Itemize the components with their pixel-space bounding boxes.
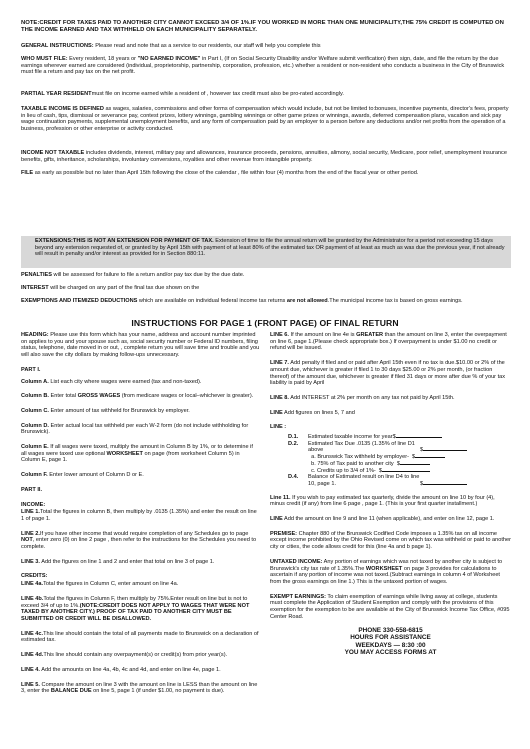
d2-dollar: $ [420,447,424,454]
penalties-text: will be assessed for failure to file a return and/or pay tax due by the due date. [53,272,245,278]
schedule-row-d2 [288,441,467,454]
premise-label: PREMISE: [270,530,298,537]
schedule-row-d1 [288,434,467,441]
untaxed-text-2: on page 3 provides for calculations to ascertain if any portion of income was not taxed.(Subtract earnings in column 4 of Worksheet from the gross earnings on line 1.) This is the untaxed portion of wages. [270,565,500,585]
balance-due: BALANCE DUE [50,688,92,695]
who-must-file-text-2: in Part I, (If on Social Security Disability and/or Welfare submit verification) then sign, date, and file the return by the due earnings wherever earned are considered (individual, proprietorship, partnership, corporation, profession, etc.) whether a resident or non-resident who conducts a business in the City of Brunswick must file a return and pay tax on the net profit. [21,56,505,76]
contact-block [270,627,511,657]
taxable-income-label: TAXABLE INCOME IS DEFINED [21,106,104,112]
line-4d-text: This line should contain any overpayment(s) or credit(s) from prior year(s). [43,652,228,659]
schedule-c-blank[interactable] [382,471,430,472]
partial-year-label: PARTIAL YEAR RESIDENT [21,91,92,97]
column-d-label: Column D. [21,422,49,429]
untaxed-income [270,559,511,586]
untaxed-label: UNTAXED INCOME: [270,558,323,565]
column-c-text: Enter amount of tax withheld for Brunswick by employer. [50,407,190,414]
income-heading: INCOME: [21,501,46,508]
schedule-b: b. 75% of Tax paid to another city $ [308,461,467,468]
extensions-label: EXTENSIONS:THIS IS NOT AN EXTENSION FOR PAYMENT OF TAX. [35,238,214,244]
line-3 [21,559,260,566]
hours-heading: HOURS FOR ASSISTANCE [350,634,431,641]
line-12-text: Add the amount on line 9 and line 11 (when applicable), and enter on line 12, page 1. [284,516,495,523]
column-f [21,472,260,479]
exemptions-text-2: .The municipal income tax is based on gross earnings. [327,298,463,304]
column-e-label: Column E. [21,444,49,451]
line-4b-label: LINE 4b. [21,595,44,602]
exemptions-not-allowed: are not allowed [286,298,328,304]
line-4-label: LINE 4. [21,666,40,673]
column-d-text: Enter actual local tax withheld per each W-2 form (do not include withholding for Brunswick). [21,422,249,436]
column-b-text-1: Enter total [50,393,77,400]
d4-label: D.4. [288,474,299,481]
partial-year-resident [21,91,511,98]
schedule-c: c. Credits up to 3/4 of 1%- $ [308,468,467,475]
part-one-heading: PART I. [21,366,41,373]
exempt-earnings [270,594,511,621]
line-6-label: LINE 6. [270,332,289,338]
line-7 [270,360,511,387]
exempt-earnings-label: EXEMPT EARNINGS: [270,593,326,600]
schedule-c-text: Credits up to 3/4 of 1%- [317,467,376,474]
schedule-row-d4 [288,474,467,487]
line-4a-text: Total the figures in Column C, enter amount on line 4a. [43,581,179,588]
line-1-text: Total the figures in column B, then multiply by .0135 (1.35%) and enter the result on line 1 of page 1. [21,509,257,522]
schedule-a-dollar: $ [412,454,416,461]
untaxed-text-1: Any portion of earnings which was not taxed by another city is subject to Brunswick's city tax rate of 1.35%.The [270,558,503,572]
line-4a-label: LINE 4a. [21,581,44,588]
line-8-label: LINE 8. [270,394,289,401]
line-2-text-1: If you have other income that would require completion of any Schedules go to page [39,530,249,537]
phone-number: PHONE 330-558-6815 [358,626,423,634]
line-9-label: LINE [270,409,283,416]
exemptions-label: EXEMPTIONS AND ITEMIZED DEDUCTIONS [21,298,138,304]
column-a [21,379,260,386]
column-a-text: List each city where wages were earned (tax and non-taxed). [50,378,202,385]
schedule-a: a. Brunswick Tax withheld by employer- $ [308,454,467,461]
partial-year-text: must file on income earned while a resident of , however tax credit must also be pro-rated accordingly. [91,91,344,97]
line-8 [270,395,511,402]
schedule-c-dollar: $ [378,467,383,474]
extensions-text [35,238,507,258]
taxable-income-text: as wages, salaries, commissions and other forms of compensation which would include, but not be limited to:bonuses, incentive payments, director's fees, property in lieu of cash, tips, dismissal or severance pay, contest prizes, lottery winnings, gambling winnings or other game prizes or winnings, awards, deferred compensation plans, vacation and sick pay wage continuation payments, supplemental unemployment benefits, and any form of compensation paid by an employer to a person before any deductions and/or net profits from the operation of a business, profession or other enterprise or activity conducted. [21,106,509,133]
line-2 [21,531,260,551]
schedule-b-blank[interactable] [400,464,430,465]
line-4d [21,652,260,659]
line-10-heading: LINE : [270,424,287,431]
interest-label: INTEREST [21,285,49,291]
d2-text: Estimated Tax Due .0135 (1.35% of line D1 above [308,440,415,454]
line-1-label: LINE 1. [21,509,40,516]
gross-wages: GROSS WAGES [77,393,121,400]
heading-label: HEADING: [21,332,49,338]
column-f-label: Column F. [21,472,48,479]
line-5-text-1: Compare the amount on line 3 with the amount on line is LESS than the amount on line 3, enter the [21,681,258,695]
schedule-a-text: Brunswick Tax withheld by employer- [317,454,409,461]
income-not-taxable-label: INCOME NOT TAXABLE [21,150,85,156]
line-11-label: Line 11. [270,494,291,501]
line-6-text-1: If the amount on line 4e is [290,332,355,338]
column-c [21,408,260,415]
exemptions-text-1: which are available on individual federal income tax returns [138,298,286,304]
line-4c [21,631,260,644]
column-e-text-2: on page (from worksheet Column 5) in Column E, page 1. [21,450,240,464]
file-text: as early as possible but no later than April 15th following the close of the calendar , file within four (4) months from the end of the fiscal year or other period. [34,170,419,176]
schedule-b-indent [288,461,308,468]
general-instructions-text: Please read and note that as a service to our residents, our staff will help you complete this [95,43,321,49]
schedule-c-indent [288,468,308,475]
line-5-label: LINE 5. [21,681,40,688]
penalties-label: PENALTIES [21,272,52,278]
d4-text: Balance of Estimated result on line D4 to line 10, page 1. [308,474,420,487]
exemptions-deductions [21,298,511,305]
line-12 [270,516,511,523]
line-6 [270,332,511,352]
column-c-label: Column C. [21,407,49,414]
line-11 [270,495,511,508]
line-9-text: Add figures on lines 5, 7 and [284,409,355,416]
line-4c-label: LINE 4c. [21,630,44,637]
line-11-text: If you wish to pay estimated tax quarterly, divide the amount on line 10 by four (4), minus credit (if any) from line 6 page , page 1. (This is your first quarter installment.) [270,494,495,508]
line-4-text: Add the amounts on line 4a, 4b, 4c and 4d, and enter on line 4e, page 1. [41,666,221,673]
line-3-text: Add the figures on line 1 and 2 and enter that total on line 3 of page 1. [41,558,215,565]
taxable-income-defined [21,106,511,133]
d2-blank[interactable] [423,450,467,451]
line-4 [21,667,260,674]
premise-text: Chapter 880 of the Brunswick Codified Code imposes a 1.35% tax on all income except income prohibited by the Ohio Revised come on which tax was withheld or paid to another city or cities, the code allows credit for this (line 4a and b page 1). [270,530,511,551]
credits-heading: CREDITS: [21,573,48,580]
file-label: FILE [21,170,34,176]
weekday-hours: WEEKDAYS — 8:30 :00 [355,641,426,649]
premise [270,531,511,551]
general-instructions [21,43,511,50]
line-3-label: LINE 3. [21,558,40,565]
line-2-not: NOT [21,537,33,544]
income-not-taxable-text: includes dividends, interest, military pay and allowances, insurance proceeds, pensions, annuities, alimony, social security, Medicare, poor relief, unemployment insurance benefits, gifts, inheritance, scholarships, involuntary conversions, royalties and other revenue from intangible property. [21,150,507,163]
who-must-file-text-1: Every resident, 18 years or [69,56,137,62]
line-6-text-2: than the amount on line 3, enter the overpayment on line 6, page 1.(Please check appropriate box.) If overpayment is under $1.00 no credit or refund will be issued. [270,332,507,352]
interest [21,285,511,292]
line-2-text-2: , enter zero (0) on line 2 page , then refer to the instructions for the Schedules you need to complete. [21,537,257,551]
no-earned-income: "NO EARNED INCOME" [137,56,201,62]
forms-access: YOU MAY ACCESS FORMS AT [344,649,437,656]
estimate-schedule [288,434,467,488]
line-12-label: LINE [270,516,283,523]
line-4b [21,596,260,623]
who-must-file [21,56,511,76]
interest-text: will be charged on any part of the final tax due shown on the [50,285,200,291]
general-instructions-label: GENERAL INSTRUCTIONS: [21,43,94,49]
column-d [21,423,260,436]
line-4b-note: (NOTE:CREDIT DOES NOT APPLY TO WAGES THAT WERE NOT TAXED BY ANOTHER CITY.) PROOF OF TAX PAID TO ANOTHER CITY MUST BE SUBMITTED OR CREDIT WILL BE DISALLOWED. [21,602,250,622]
d1-text-label: Estimated taxable income for year$ [308,434,396,441]
column-f-text: Enter lower amount of Column D or E. [49,472,144,479]
d2-amount [420,441,467,454]
exempt-earnings-text: To claim exemption of earnings while living away at college, students must complete the Application of Student Exemption and comply with the provisions of this exemption for the exemption to be are available at the City of Brunswick Income Tax Office, #095 Center Road. [270,593,510,620]
credit-note: NOTE:CREDIT FOR TAXES PAID TO ANOTHER CITY CANNOT EXCEED 3/4 OF 1%.IF YOU WORKED IN MORE THAN ONE MUNICIPALITY,THE 75% CREDIT IS COMPUTED ON THE INCOME EARNED AND TAX WITHHELD ON EACH MUNICIPALITY SEPARATELY. [21,20,504,33]
schedule-a-indent [288,454,308,461]
d4-dollar: $ [420,480,424,487]
page-title: INSTRUCTIONS FOR PAGE 1 (FRONT PAGE) OF FINAL RETURN [131,318,399,328]
file-deadline [21,170,511,177]
income-not-taxable [21,150,511,163]
line-4d-label: LINE 4d. [21,652,44,659]
heading-text: Please use this form which has your name, address and account number imprinted on applies to you and your spouse such as, social security number or Federal ID numbers, filing status, telephone, date moved in or out, , complete return you will save time and trouble and you will also save the city dollars by making follow-ups unnecessary. [21,332,260,359]
line-7-label: LINE 7. [270,360,289,367]
column-b [21,393,260,400]
d4-blank[interactable] [423,484,467,485]
extensions-body: Extension of time to file the annual return will be granted by the Administrator for a period not exceeding 15 days beyond any extension requested of, or granted by by April 15th with payment of at least 80% of the estimated tax OR payment of at least as much as was due the previous year, if not already will result in penalty and/or interest as provided for in Section 880:11. [35,238,505,258]
schedule-b-dollar: $ [396,460,400,467]
schedule-row-b [288,461,467,468]
line-4c-text: This line should contain the total of all payments made to Brunswick on a declaration of estimated tax. [21,630,259,644]
line-4a [21,581,260,588]
column-e-text-1: If all wages were taxed, multiply the amount in Column B by 1%, or to determine if all wages were taxed use optional [21,444,253,457]
line-9 [270,410,511,417]
line-2-label: LINE 2. [21,530,40,537]
who-must-file-label: WHO MUST FILE: [21,56,68,62]
column-a-label: Column A. [21,378,49,385]
line-8-text: Add INTEREST at 2% per month on any tax not paid by April 15th. [290,394,455,401]
schedule-b-text: 75% of Tax paid to another city [317,460,394,467]
line-4b-text: Total the figures in Column F, then multiply by 75%.Enter result on line but is not to exceed 3/4 of up to 1%. [21,595,248,609]
right-column [270,332,511,657]
part-two-heading: PART II. [21,486,43,493]
left-column [21,332,260,700]
line-1 [21,509,260,522]
line-7-text: Add penalty if filed and or paid after April 15th even if no tax is due.$10.00 or 2% of the amount due, whichever is greater if filed 1 to 30 days $25.00 or 2% per month, (or fraction thereof) of the amount due, whichever is greater if filed 31 days or more after due % of your tax liability is paid by April [270,360,506,387]
column-e [21,444,260,464]
schedule-row-c [288,468,467,475]
d4-amount [420,474,467,487]
column-b-text-2: (from medicare wages or local–whichever is greater). [121,393,254,400]
d2-label: D.2. [288,440,299,447]
d1-blank[interactable] [396,437,442,438]
line-5-text-2: on line 5, page 1 (if under $1.00, no payment is due). [93,688,225,695]
penalties [21,272,511,279]
line-5 [21,682,260,695]
untaxed-worksheet: WORKSHEET [365,565,403,572]
heading-instructions [21,332,260,359]
schedule-row-a [288,454,467,461]
schedule-a-blank[interactable] [415,457,445,458]
greater: GREATER [356,332,384,338]
d1-text [308,434,467,441]
worksheet-ref: WORKSHEET [106,450,143,457]
d1-label: D.1. [288,434,299,441]
column-b-label: Column B. [21,393,49,400]
